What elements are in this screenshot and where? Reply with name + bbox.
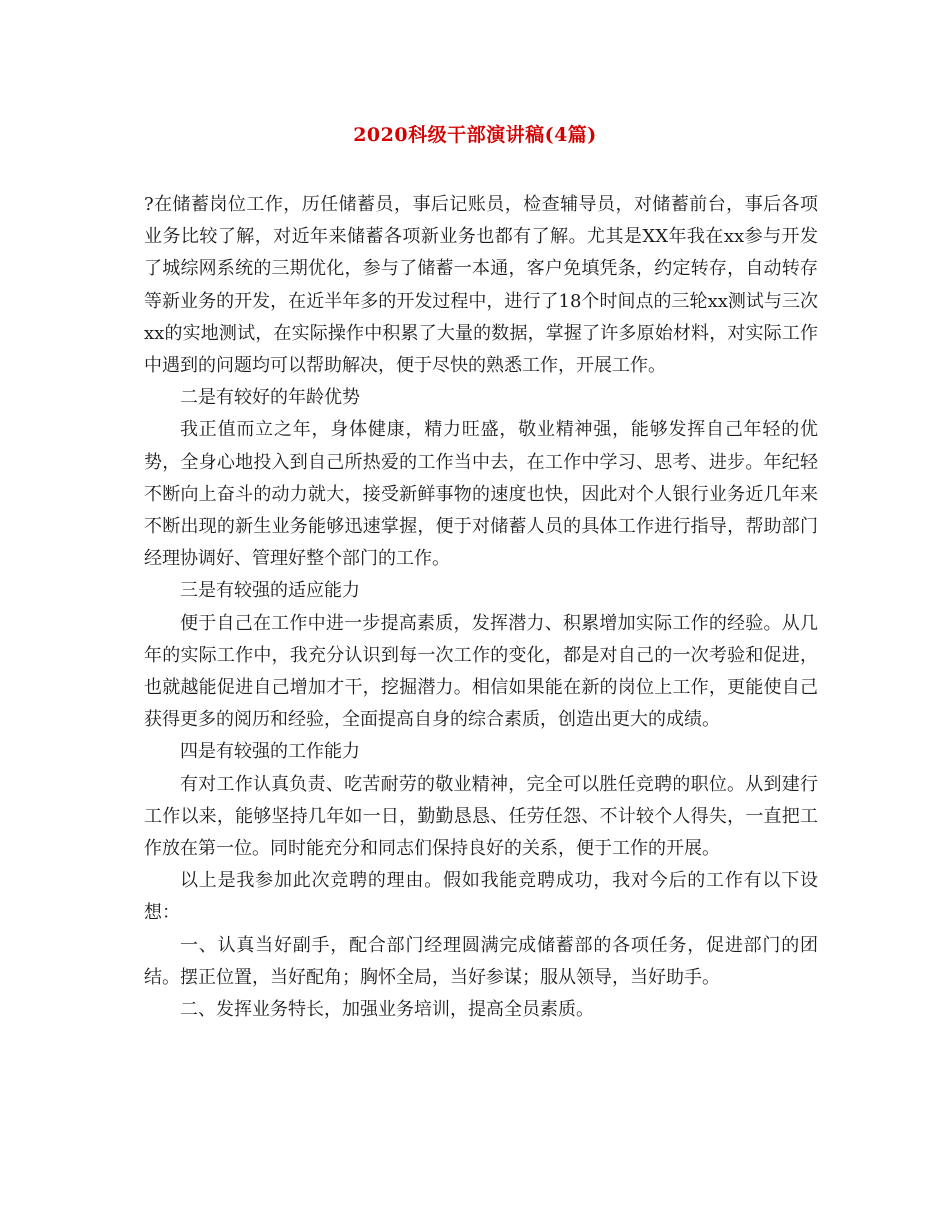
paragraph-age-advantage: 我正值而立之年，身体健康，精力旺盛，敬业精神强，能够发挥自己年轻的优势，全身心地投入到自己所热爱的工作当中去，在工作中学习、思考、进步。年纪轻不断向上奋斗的动力就大，接受新鲜事物的速度也快，因此对个人银行业务近几年来不断出现的新生业务能够迅速掌握，便于对储蓄人员的具体工作进行指导，帮助部门经理协调好、管理好整个部门的工作。 [144,419,818,570]
paragraph-plan-two: 二、发挥业务特长，加强业务培训，提高全员素质。 [180,999,594,1021]
paragraph-plans-intro: 以上是我参加此次竞聘的理由。假如我能竞聘成功，我对今后的工作有以下设想： [144,870,818,924]
paragraph-plan-one: 一、认真当好副手，配合部门经理圆满完成储蓄部的各项任务，促进部门的团结。摆正位置，当好配角；胸怀全局，当好参谋；服从领导，当好助手。 [144,934,818,988]
paragraph-work-ability: 有对工作认真负责、吃苦耐劳的敬业精神，完全可以胜任竞聘的职位。从到建行工作以来，能够坚持几年如一日，勤勤恳恳、任劳任怨、不计较个人得失，一直把工作放在第一位。同时能充分和同志们保持良好的关系，便于工作的开展。 [144,773,818,860]
document-title: 2020科级干部演讲稿(4篇) [353,124,597,146]
paragraph-experience: ?在储蓄岗位工作，历任储蓄员，事后记账员，检查辅导员，对储蓄前台，事后各项业务比较了解，对近年来储蓄各项新业务也都有了解。尤其是XX年我在xx参与开发了城综网系统的三期优化，参与了储蓄一本通，客户免填凭条，约定转存，自动转存等新业务的开发，在近半年多的开发过程中，进行了18个时间点的三轮xx测试与三次xx的实地测试，在实际操作中积累了大量的数据，掌握了许多原始材料，对实际工作中遇到的问题均可以帮助解决，便于尽快的熟悉工作，开展工作。 [144,194,818,377]
heading-work-ability: 四是有较强的工作能力 [180,741,360,763]
paragraph-adaptability: 便于自己在工作中进一步提高素质，发挥潜力、积累增加实际工作的经验。从几年的实际工作中，我充分认识到每一次工作的变化，都是对自己的一次考验和促进，也就越能促进自己增加才干，挖掘潜力。相信如果能在新的岗位上工作，更能使自己获得更多的阅历和经验，全面提高自身的综合素质，创造出更大的成绩。 [144,612,818,731]
document-body [144,189,818,1026]
heading-adaptability: 三是有较强的适应能力 [180,580,360,602]
heading-age-advantage: 二是有较好的年龄优势 [180,387,360,409]
